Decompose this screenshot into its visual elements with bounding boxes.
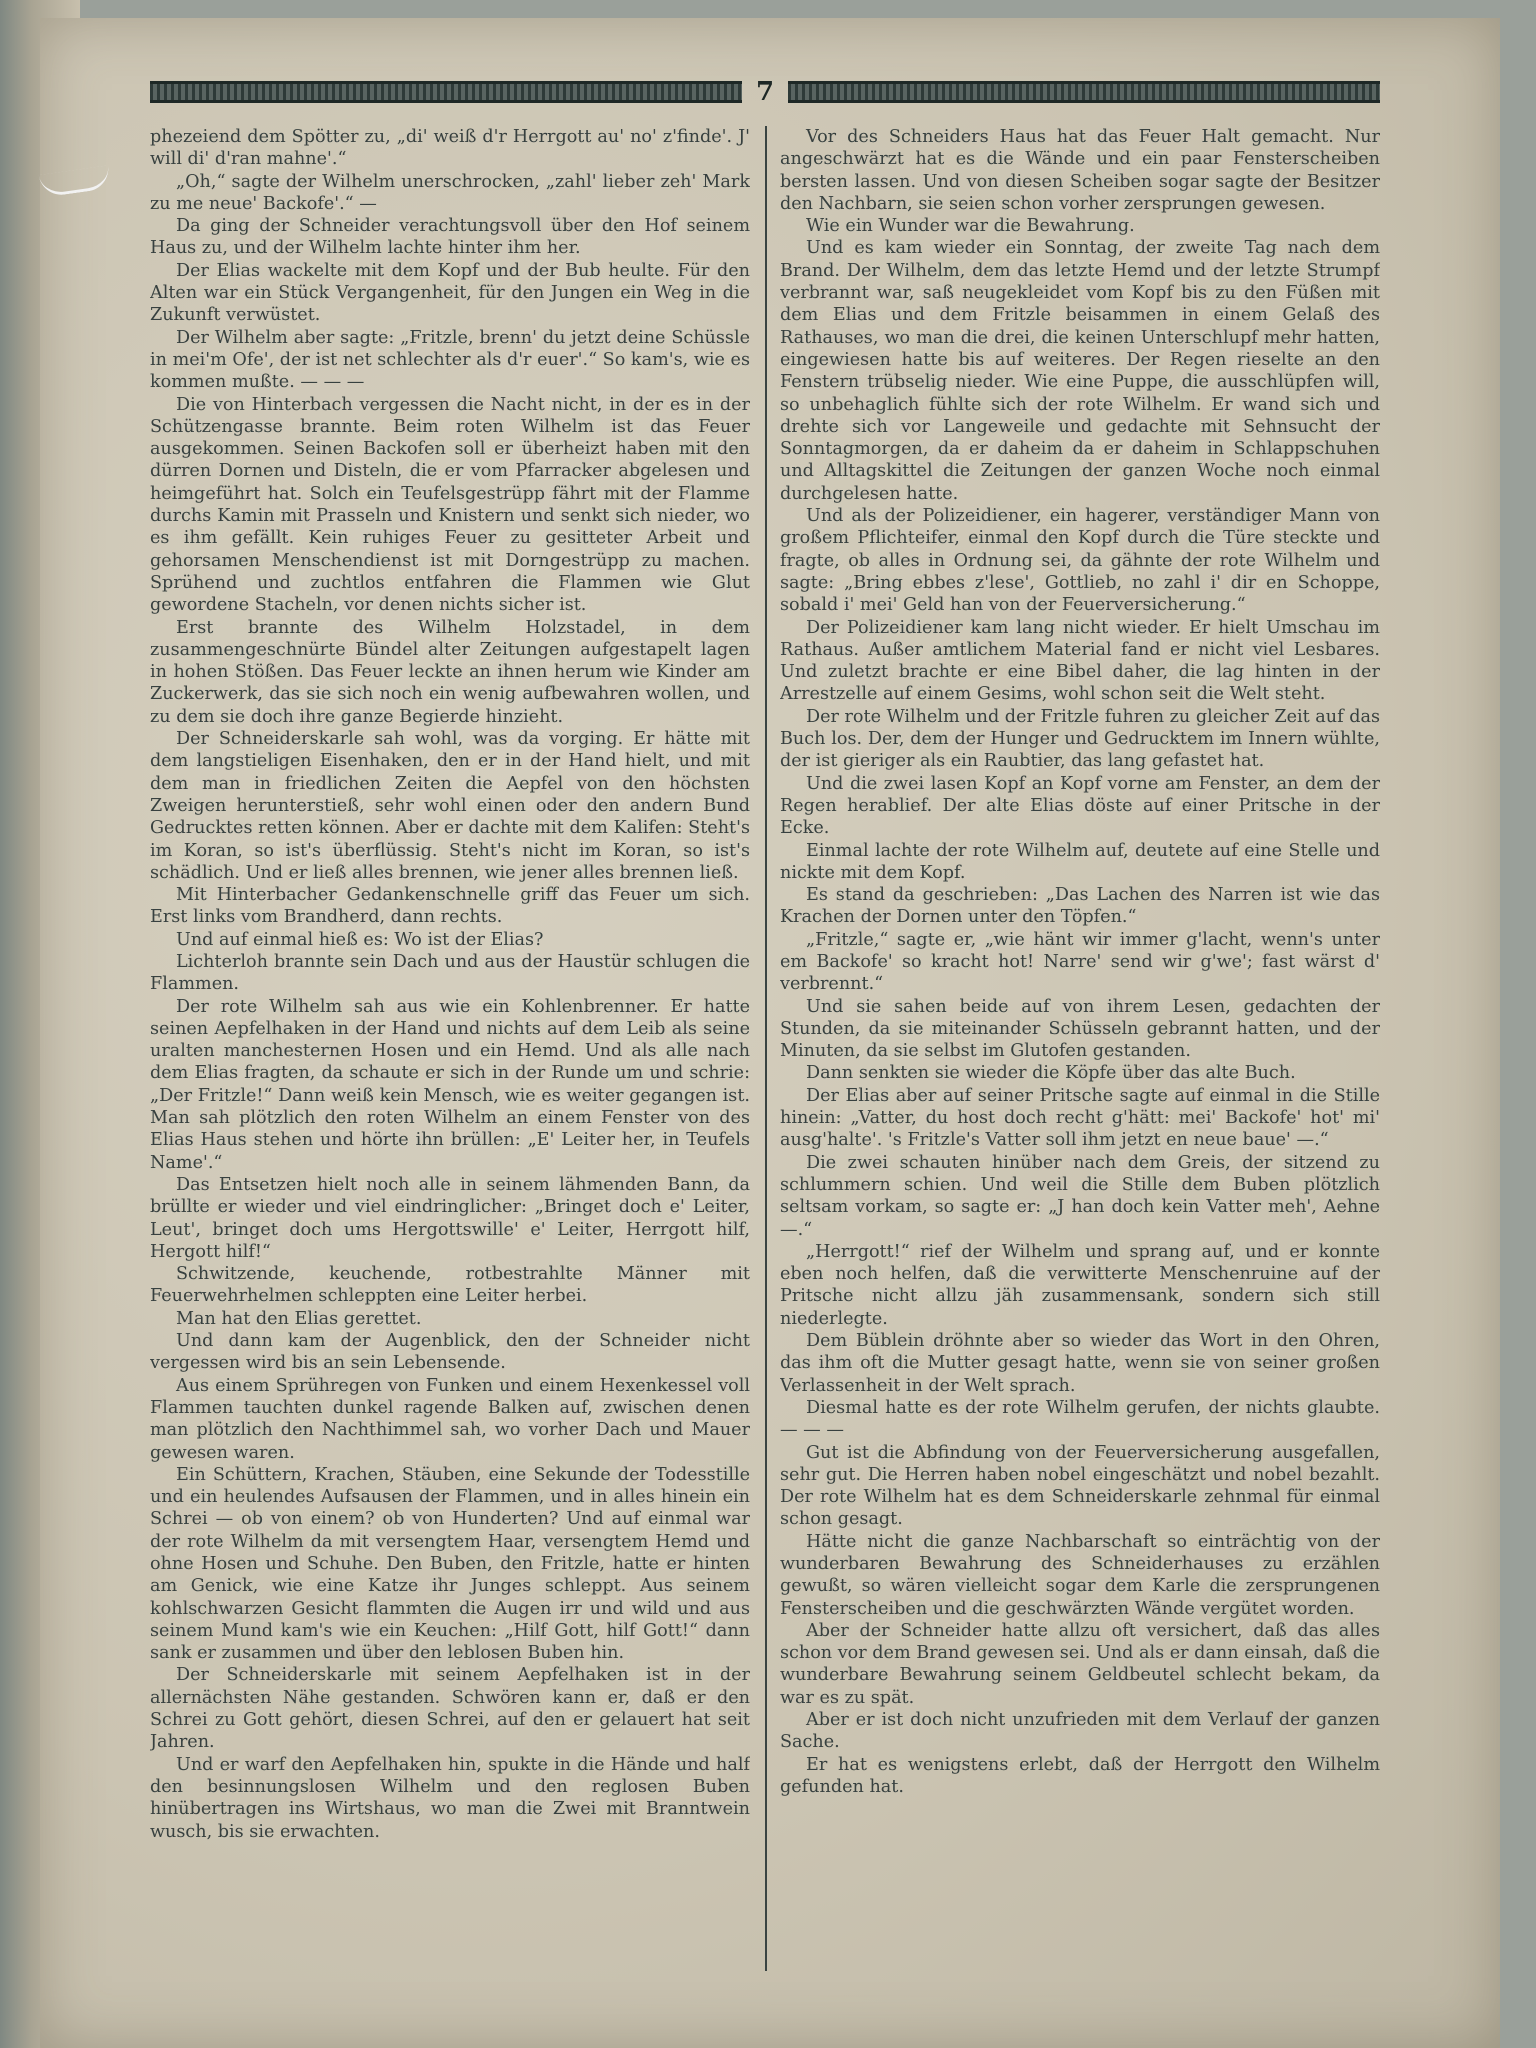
paragraph: Der Elias wackelte mit dem Kopf und der Bub heulte. Für den Alten war ein Stück Vergangenheit, für den Jungen ein Weg in die Zukunft verwüstet.	[150, 260, 750, 326]
paragraph: Und es kam wieder ein Sonntag, der zweite Tag nach dem Brand. Der Wilhelm, dem das letzte Hemd und der letzte Strumpf verbrannt war, saß neugekleidet vom Kopf bis zu den Füßen mit dem Elias und dem Fritzle beisammen in einem Gelaß des Rathauses, wo man die drei, die keinen Unterschlupf mehr hatten, eingewiesen hatte bis auf weiteres. Der Regen rieselte an den Fenstern trübselig nieder. Wie eine Puppe, die ausschlüpfen will, so unbehaglich fühlte sich der rote Wilhelm. Er wand sich und drehte sich vor Langeweile und gedachte mit Sehnsucht der Sonntagmorgen, da er daheim da er daheim in Schlappschuhen und Alltagskittel die Zeitungen der ganzen Woche noch einmal durchgelesen hatte.	[780, 238, 1380, 504]
paragraph: Hätte nicht die ganze Nachbarschaft so einträchtig von der wunderbaren Bewahrung des Schneiderhauses zu erzählen gewußt, so wären vielleicht sogar dem Karle die zersprungenen Fensterscheiben und die geschwärzten Wände vergütet worden.	[780, 1531, 1380, 1619]
paragraph: „Fritzle,“ sagte er, „wie hänt wir immer g'lacht, wenn's unter em Backofe' so kracht hot! Narre' send wir g'we'; fast wärst d' verbrennt.“	[780, 929, 1380, 995]
paragraph: „Herrgott!“ rief der Wilhelm und sprang auf, und er konnte eben noch helfen, daß die verwitterte Menschenruine auf der Pritsche nicht allzu jäh zusammensank, sondern sich still niederlegte.	[780, 1241, 1380, 1329]
paragraph: Man hat den Elias gerettet.	[176, 1308, 422, 1329]
paragraph: Und sie sahen beide auf von ihrem Lesen, gedachten der Stunden, da sie miteinander Schüsseln gebrannt hatten, und der Minuten, da sie selbst im Glutofen gestanden.	[780, 996, 1380, 1062]
paragraph: Die von Hinterbach vergessen die Nacht nicht, in der es in der Schützengasse brannte. Beim roten Wilhelm ist das Feuer ausgekommen. Seinen Backofen soll er überheizt haben mit den dürren Dornen und Disteln, die er vom Pfarracker abgelesen und heimgeführt hat. Solch ein Teufelsgestrüpp fährt mit der Flamme durchs Kamin mit Prasseln und Knistern und senkt sich nieder, wo es ihm gefällt. Kein ruhiges Feuer zu gesitteter Arbeit und gehorsamen Menschendienst ist mit Dorngestrüpp zu machen. Sprühend und zuchtlos entfahren die Flammen wie Glut gewordene Stacheln, vor denen nichts sicher ist.	[150, 394, 750, 616]
paragraph: Erst brannte des Wilhelm Holzstadel, in dem zusammengeschnürte Bündel alter Zeitungen aufgestapelt lagen in hohen Stößen. Das Feuer leckte an ihnen herum wie Kinder am Zuckerwerk, das sie sich noch ein wenig aufbewahren wollen, und zu dem sie doch ihre ganze Begierde hinzieht.	[150, 617, 750, 727]
paragraph: Der Schneiderskarle mit seinem Aepfelhaken ist in der allernächsten Nähe gestanden. Schwören kann er, daß er den Schrei zu Gott gehört, diesen Schrei, auf den er gelauert hat seit Jahren.	[150, 1665, 750, 1753]
paragraph: Dem Büblein dröhnte aber so wieder das Wort in den Ohren, das ihm oft die Mutter gesagt hatte, wenn sie von seiner großen Verlassenheit in der Welt sprach.	[780, 1331, 1380, 1396]
header-ornament-left	[150, 81, 742, 103]
paragraph: Ein Schüttern, Krachen, Stäuben, eine Sekunde der Todesstille und ein heulendes Aufsausen der Flammen, und in alles hinein ein Schrei — ob von einem? ob von Hunderten? Und auf einmal war der rote Wilhelm da mit versengtem Haar, versengtem Hemd und ohne Hosen und Schuhe. Den Buben, den Fritzle, hatte er hinten am Genick, wie eine Katze ihr Junges schleppt. Aus seinem kohlschwarzen Gesicht flammten die Augen irr und wild und aus seinem Mund kam's wie ein Keuchen: „Hilf Gott, hilf Gott!“ dann sank er zusammen und über den leblosen Buben hin.	[150, 1464, 750, 1664]
paragraph: Und er warf den Aepfelhaken hin, spukte in die Hände und half den besinnungslosen Wilhelm und den reglosen Buben hinübertragen ins Wirtshaus, wo man die Zwei mit Branntwein wusch, bis sie erwachten.	[150, 1754, 750, 1842]
paragraph: Wie ein Wunder war die Bewahrung.	[806, 216, 1135, 237]
paragraph: Und die zwei lasen Kopf an Kopf vorne am Fenster, an dem der Regen herablief. Der alte Elias döste auf einer Pritsche in der Ecke.	[780, 773, 1380, 839]
paragraph: phezeiend dem Spötter zu, „di' weiß d'r Herrgott au' no' z'finde'. J' will di' d'ran mahne'.“	[150, 127, 750, 170]
paragraph: Aus einem Sprühregen von Funken und einem Hexenkessel voll Flammen tauchten dunkel ragende Balken auf, zwischen denen man plötzlich den Nachthimmel sah, wo vorher Dach und Mauer gewesen waren.	[150, 1375, 750, 1463]
column-divider	[765, 126, 767, 1971]
paragraph: Aber der Schneider hatte allzu oft versichert, daß das alles schon vor dem Brand gewesen sei. Und als er dann einsah, daß die wunderbare Bewahrung seinem Geldbeutel schlecht bekam, da war es zu spät.	[780, 1620, 1380, 1708]
paragraph: Diesmal hatte es der rote Wilhelm gerufen, der nichts glaubte. — — —	[780, 1397, 1380, 1441]
paragraph: Er hat es wenigstens erlebt, daß der Herrgott den Wilhelm gefunden hat.	[780, 1754, 1380, 1797]
paragraph: Und dann kam der Augenblick, den der Schneider nicht vergessen wird bis an sein Lebensende.	[150, 1331, 750, 1374]
page-header	[150, 77, 1380, 107]
paragraph: Der rote Wilhelm und der Fritzle fuhren zu gleicher Zeit auf das Buch los. Der, dem der Hunger und Gedrucktem im Innern wühlte, der ist gieriger als ein Raubtier, das lang gefastet hat.	[780, 706, 1380, 772]
text-columns	[150, 126, 1390, 1996]
paragraph: Der Polizeidiener kam lang nicht wieder. Er hielt Umschau im Rathaus. Außer amtlichem Material fand er nicht viel Lesbares. Und zuletzt brachte er eine Bibel daher, die lag hinten in der Arrestzelle auf einem Gesims, wohl schon seit die Welt steht.	[780, 617, 1380, 705]
paragraph: Einmal lachte der rote Wilhelm auf, deutete auf eine Stelle und nickte mit dem Kopf.	[780, 840, 1380, 883]
paragraph: Mit Hinterbacher Gedankenschnelle griff das Feuer um sich. Erst links vom Brandherd, dann rechts.	[150, 885, 750, 928]
paragraph: Der Wilhelm aber sagte: „Fritzle, brenn' du jetzt deine Schüssle in mei'm Ofe', der ist net schlechter als d'r euer'.“ So kam's, wie es kommen mußte. — — —	[150, 327, 750, 393]
paragraph: „Oh,“ sagte der Wilhelm unerschrocken, „zahl' lieber zeh' Mark zu me neue' Backofe'.“ —	[150, 171, 750, 214]
left-column	[150, 126, 750, 1996]
paragraph: Das Entsetzen hielt noch alle in seinem lähmenden Bann, da brüllte er wieder und viel eindringlicher: „Bringet doch e' Leiter, Leut', bringet doch ums Hergottswille' e' Leiter, Herrgott hilf, Hergott hilf!“	[150, 1174, 750, 1262]
page-number: 7	[755, 77, 775, 107]
paragraph: Schwitzende, keuchende, rotbestrahlte Männer mit Feuerwehrhelmen schleppten eine Leiter herbei.	[150, 1264, 750, 1307]
paragraph: Vor des Schneiders Haus hat das Feuer Halt gemacht. Nur angeschwärzt hat es die Wände und ein paar Fensterscheiben bersten lassen. Und von diesen Scheiben sogar sagte der Besitzer den Nachbarn, sie seien schon vorher zersprungen gewesen.	[780, 127, 1380, 214]
paragraph: Lichterloh brannte sein Dach und aus der Haustür schlugen die Flammen.	[150, 951, 750, 995]
paragraph: Der Schneiderskarle sah wohl, was da vorging. Er hätte mit dem langstieligen Eisenhaken, den er in der Hand hielt, und mit dem man in friedlichen Zeiten die Aepfel von den höchsten Zweigen herunterstieß, sehr wohl einen oder den andern Bund Gedrucktes retten können. Aber er dachte mit dem Kalifen: Steht's im Koran, so ist's überflüssig. Steht's nicht im Koran, so ist's schädlich. Und er ließ alles brennen, wie jener alles brennen ließ.	[150, 729, 750, 883]
paragraph: Dann senkten sie wieder die Köpfe über das alte Buch.	[806, 1063, 1296, 1084]
paragraph: Gut ist die Abfindung von der Feuerversicherung ausgefallen, sehr gut. Die Herren haben nobel eingeschätzt und nobel bezahlt. Der rote Wilhelm hat es dem Schneiderskarle zehnmal für einmal schon gesagt.	[780, 1442, 1380, 1530]
header-ornament-right	[788, 81, 1380, 103]
paragraph: Der rote Wilhelm sah aus wie ein Kohlenbrenner. Er hatte seinen Aepfelhaken in der Hand und nichts auf dem Leib als seine uralten manchesternen Hosen und ein Hemd. Und als alle nach dem Elias fragten, da schaute er sich in der Runde um und schrie: „Der Fritzle!“ Dann weiß kein Mensch, wie es weiter gegangen ist. Man sah plötzlich den roten Wilhelm an einem Fenster von des Elias Haus stehen und hörte ihn brüllen: „E' Leiter her, in Teufels Name'.“	[150, 996, 750, 1173]
paragraph: Da ging der Schneider verachtungsvoll über den Hof seinem Haus zu, und der Wilhelm lachte hinter ihm her.	[150, 216, 750, 259]
right-column	[780, 126, 1380, 1996]
paragraph: Und auf einmal hieß es: Wo ist der Elias?	[176, 929, 544, 950]
paragraph: Es stand da geschrieben: „Das Lachen des Narren ist wie das Krachen der Dornen unter den Töpfen.“	[780, 885, 1380, 928]
paragraph: Und als der Polizeidiener, ein hagerer, verständiger Mann von großem Pflichteifer, einmal den Kopf durch die Türe steckte und fragte, ob alles in Ordnung sei, da gähnte der rote Wilhelm und sagte: „Bring ebbes z'lese', Gottlieb, no zahl i' dir en Schoppe, sobald i' mei' Geld han von der Feuerversicherung.“	[780, 506, 1380, 616]
paragraph: Der Elias aber auf seiner Pritsche sagte auf einmal in die Stille hinein: „Vatter, du host doch recht g'hätt: mei' Backofe' hot' mi' ausg'halte'. 's Fritzle's Vatter soll ihm jetzt en neue baue' —.“	[780, 1085, 1380, 1151]
paragraph: Aber er ist doch nicht unzufrieden mit dem Verlauf der ganzen Sache.	[780, 1710, 1380, 1753]
paragraph: Die zwei schauten hinüber nach dem Greis, der sitzend zu schlummern schien. Und weil die Stille dem Buben plötzlich seltsam vorkam, so sagte er: „J han doch kein Vatter meh', Aehne —.“	[780, 1152, 1380, 1240]
